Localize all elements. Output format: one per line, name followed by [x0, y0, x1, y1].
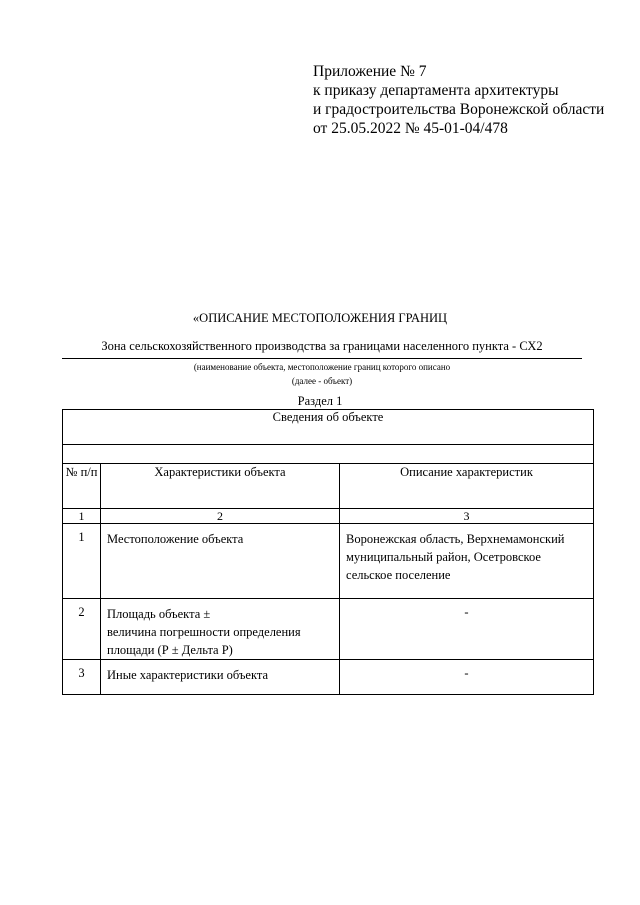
table-blank-row	[63, 445, 594, 464]
header-characteristic: Характеристики объекта	[101, 464, 340, 509]
row-characteristic: Иные характеристики объекта	[101, 660, 340, 695]
row-number: 2	[63, 599, 101, 660]
column-number-2: 2	[101, 509, 340, 524]
section-label: Раздел 1	[297, 394, 343, 408]
row-number: 3	[63, 660, 101, 695]
row-description: -	[340, 660, 594, 695]
appendix-block	[313, 62, 604, 138]
column-number-1: 1	[63, 509, 101, 524]
row-characteristic-line-2: величина погрешности определения площади (Р ± Дельта Р)	[107, 625, 301, 657]
object-name-underline	[62, 358, 582, 359]
table-title-row	[63, 410, 594, 445]
row-description: Воронежская область, Верхнемамонский муниципальный район, Осетровское сельское поселение	[340, 524, 594, 599]
table-row	[63, 599, 594, 660]
row-characteristic	[101, 599, 340, 660]
row-characteristic: Местоположение объекта	[101, 524, 340, 599]
row-number: 1	[63, 524, 101, 599]
appendix-line-1: Приложение № 7	[313, 63, 427, 80]
row-description: -	[340, 599, 594, 660]
column-number-row	[63, 509, 594, 524]
table-row	[63, 524, 594, 599]
table-header-row	[63, 464, 594, 509]
table-title: Сведения об объекте	[63, 410, 594, 445]
table-row	[63, 660, 594, 695]
object-name: Зона сельскохозяйственного производства за границами населенного пункта - СХ2	[101, 339, 543, 353]
appendix-line-2: к приказу департамента архитектуры	[313, 82, 559, 99]
row-characteristic-line-1: Площадь объекта ±	[107, 607, 211, 621]
appendix-line-3: и градостроительства Воронежской области	[313, 101, 605, 118]
object-name-hint-1: (наименование объекта, местоположение границ которого описано	[193, 362, 451, 372]
appendix-line-4: от 25.05.2022 № 45-01-04/478	[313, 120, 508, 137]
object-name-hint-2: (далее - объект)	[291, 376, 353, 386]
column-number-3: 3	[340, 509, 594, 524]
header-description: Описание характеристик	[340, 464, 594, 509]
object-info-table	[62, 409, 594, 695]
table-blank-cell	[63, 445, 594, 464]
header-num: № п/п	[63, 464, 101, 509]
document-title: «ОПИСАНИЕ МЕСТОПОЛОЖЕНИЯ ГРАНИЦ	[192, 311, 448, 325]
